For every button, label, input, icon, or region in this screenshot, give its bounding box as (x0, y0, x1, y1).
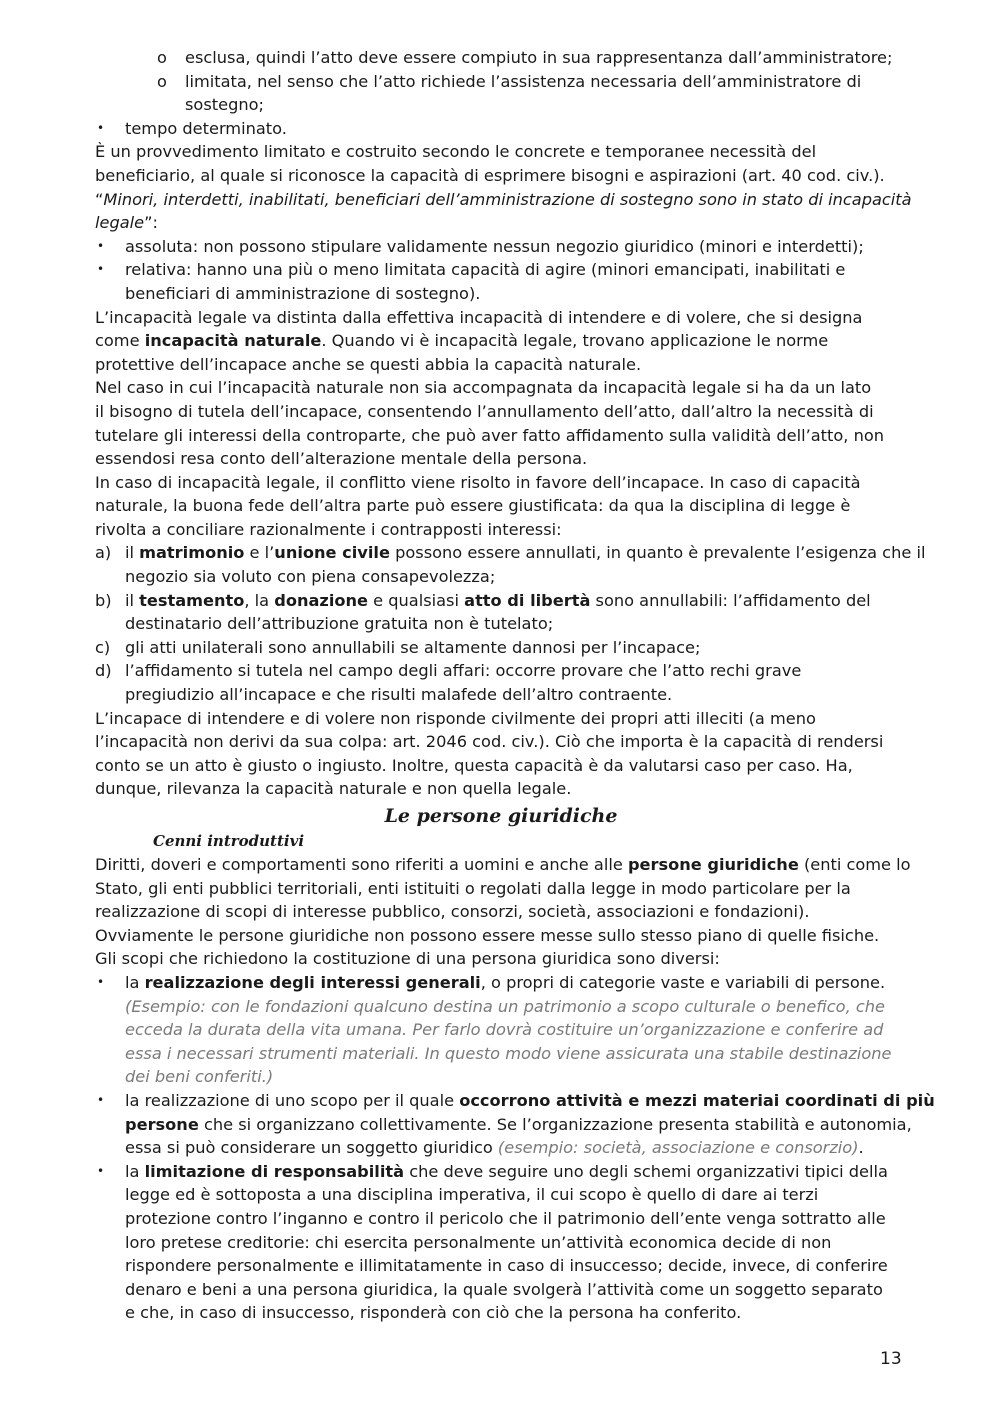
sub-item-cont: sostegno; (185, 95, 264, 115)
bullet-cont: rispondere personalmente e illimitatamente in caso di insuccesso; decide, invece, di conferire (125, 1256, 888, 1276)
bullet-item: • la limitazione di responsabilità che deve seguire uno degli schemi organizzativi tipici della (95, 1160, 907, 1184)
bullet-marker: • (97, 120, 105, 135)
paragraph-line: protettive dell’incapace anche se questi abbia la capacità naturale. (95, 354, 642, 374)
paragraph-line: È un provvedimento limitato e costruito secondo le concrete e temporanee necessità del (95, 142, 817, 162)
quote-line: “Minori, interdetti, inabilitati, beneficiari dell’amministrazione di sostegno sono in stato di incapacità (95, 189, 912, 209)
sub-marker: o (157, 48, 167, 67)
list-item-d: d) l’affidamento si tutela nel campo degli affari: occorre provare che l’atto rechi grave (95, 661, 802, 681)
document-page (95, 46, 935, 1325)
sub-item: o limitata, nel senso che l’atto richiede l’assistenza necessaria dell’amministratore di (95, 70, 907, 94)
sub-marker: o (157, 71, 167, 91)
list-item-cont: pregiudizio all’incapace e che risulti malafede dell’altro contraente. (125, 685, 673, 705)
bullet-item: • tempo determinato. (95, 117, 907, 141)
bullet-marker: • (97, 974, 105, 989)
bullet-marker: • (97, 1163, 105, 1178)
example-line: (Esempio: con le fondazioni qualcuno destina un patrimonio a scopo culturale o benefico, che (125, 996, 885, 1016)
paragraph-line: Gli scopi che richiedono la costituzione di una persona giuridica sono diversi: (95, 949, 720, 969)
bullet-cont: beneficiari di amministrazione di sostegno). (125, 283, 481, 303)
bullet-item: • relativa: hanno una più o meno limitata capacità di agire (minori emancipati, inabilitati e (95, 258, 907, 282)
paragraph-line: Diritti, doveri e comportamenti sono riferiti a uomini e anche alle persone giuridiche (enti come lo (95, 855, 911, 874)
bullet-cont: denaro e beni a una persona giuridica, la quale svolgerà l’attività come un soggetto separato (125, 1279, 883, 1299)
bullet-marker: • (97, 1092, 105, 1107)
example-line: essa i necessari strumenti materiali. In questo modo viene assicurata una stabile destinazione (125, 1043, 892, 1063)
bullet-cont: e che, in caso di insuccesso, risponderà con ciò che la persona ha conferito. (125, 1303, 742, 1323)
paragraph-line: dunque, rilevanza la capacità naturale e non quella legale. (95, 779, 572, 799)
list-item-c: c) gli atti unilaterali sono annullabili se altamente dannosi per l’incapace; (95, 637, 701, 657)
example-line: ecceda la durata della vita umana. Per farlo dovrà costituire un’organizzazione e conferire ad (125, 1020, 884, 1040)
example-line: dei beni conferiti.) (125, 1067, 274, 1087)
list-item-a: a) il matrimonio e l’unione civile possono essere annullati, in quanto è prevalente l’esigenza che il (95, 543, 926, 563)
paragraph-line: Ovviamente le persone giuridiche non possono essere messe sullo stesso piano di quelle fisiche. (95, 925, 880, 945)
bullet-marker: • (97, 262, 105, 277)
paragraph-line: il bisogno di tutela dell’incapace, consentendo l’annullamento dell’atto, dall’altro la necessità di (95, 401, 874, 421)
page-number: 13 (880, 1349, 902, 1369)
paragraph-line: rivolta a conciliare razionalmente i contrapposti interessi: (95, 519, 562, 539)
paragraph-line: essendosi resa conto dell’alterazione mentale della persona. (95, 449, 588, 469)
list-item-b: b) il testamento, la donazione e qualsiasi atto di libertà sono annullabili: l’affidamento del (95, 590, 871, 610)
bullet-cont: essa si può considerare un soggetto giuridico (esempio: società, associazione e consorzio). (125, 1138, 864, 1158)
list-item-cont: negozio sia voluto con piena consapevolezza; (125, 567, 496, 587)
bullet-cont: persone che si organizzano collettivamente. Se l’organizzazione presenta stabilità e autonomia, (125, 1114, 912, 1134)
paragraph-line: L’incapace di intendere e di volere non risponde civilmente dei propri atti illeciti (a meno (95, 708, 816, 728)
paragraph-line: beneficiario, al quale si riconosce la capacità di esprimere bisogni e aspirazioni (art. 40 cod. civ.). (95, 165, 885, 185)
paragraph-line: Stato, gli enti pubblici territoriali, enti istituiti o regolati dalla legge in modo particolare per la (95, 878, 851, 898)
paragraph-line: conto se un atto è giusto o ingiusto. Inoltre, questa capacità è da valutarsi caso per caso. Ha, (95, 755, 853, 775)
list-item-cont: destinatario dell’attribuzione gratuita non è tutelato; (125, 614, 554, 634)
paragraph-line: L’incapacità legale va distinta dalla effettiva incapacità di intendere e di volere, che si designa (95, 307, 863, 327)
bullet-cont: legge ed è sottoposta a una disciplina imperativa, il cui scopo è quello di dare ai terzi (125, 1185, 819, 1205)
bullet-cont: loro pretese creditorie: chi esercita personalmente un’attività economica decide di non (125, 1232, 832, 1252)
paragraph-line: l’incapacità non derivi da sua colpa: art. 2046 cod. civ.). Ciò che importa è la capacità di rendersi (95, 732, 884, 752)
quote-line: legale”: (95, 213, 158, 233)
bullet-item: • la realizzazione di uno scopo per il quale occorrono attività e mezzi materiai coordinati di più (95, 1089, 907, 1113)
section-title: Le persone giuridiche (384, 805, 618, 827)
paragraph-line: In caso di incapacità legale, il conflitto viene risolto in favore dell’incapace. In caso di capacità (95, 472, 861, 492)
sub-item: o esclusa, quindi l’atto deve essere compiuto in sua rappresentanza dall’amministratore; (95, 46, 907, 70)
bullet-item: • assoluta: non possono stipulare validamente nessun negozio giuridico (minori e interdetti); (95, 235, 907, 259)
paragraph-line: naturale, la buona fede dell’altra parte può essere giustificata: da qua la disciplina di legge è (95, 496, 851, 516)
paragraph-line: Nel caso in cui l’incapacità naturale non sia accompagnata da incapacità legale si ha da un lato (95, 378, 872, 398)
bullet-cont: protezione contro l’inganno e contro il pericolo che il patrimonio dell’ente venga sottratto alle (125, 1208, 886, 1228)
paragraph-line: tutelare gli interessi della controparte, che può aver fatto affidamento sulla validità dell’atto, non (95, 425, 884, 445)
bullet-marker: • (97, 238, 105, 253)
paragraph-line: realizzazione di scopi di interesse pubblico, consorzi, società, associazioni e fondazioni). (95, 902, 810, 922)
bullet-item: • la realizzazione degli interessi generali, o propri di categorie vaste e variabili di persone. (95, 971, 907, 995)
section-subtitle: Cenni introduttivi (153, 832, 305, 850)
paragraph-line: come incapacità naturale. Quando vi è incapacità legale, trovano applicazione le norme (95, 331, 829, 351)
